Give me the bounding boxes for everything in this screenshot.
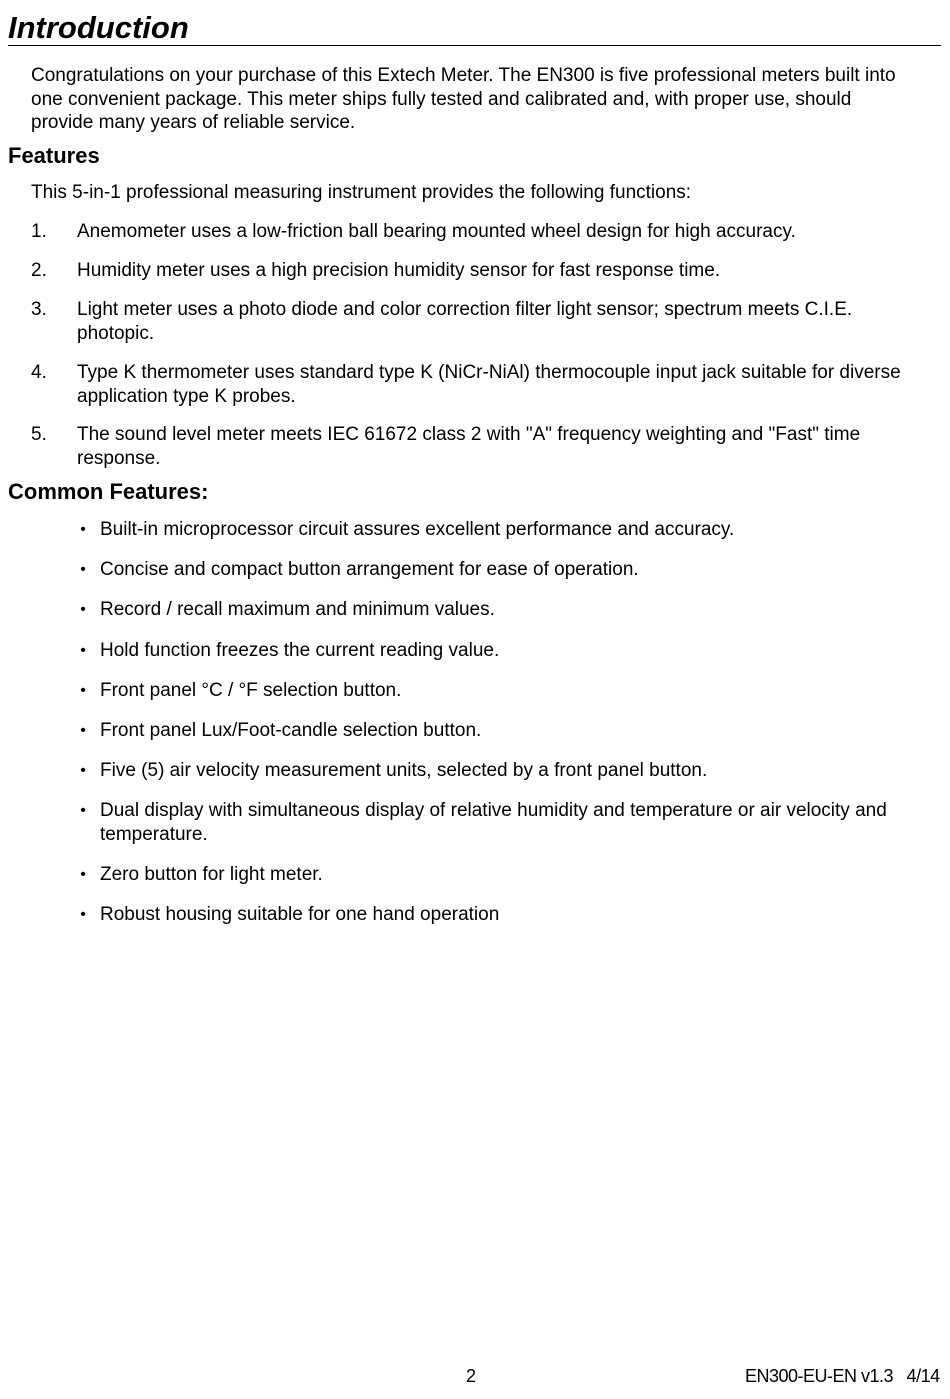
features-lead: This 5-in-1 professional measuring instrument provides the following functions: [31,182,692,203]
feature-item-4 [31,361,911,408]
feature-item-5 [31,423,911,470]
common-feature-item [76,863,916,887]
feature-item-1 [31,220,911,244]
bullet-icon: • [80,601,86,618]
common-feature-text: Robust housing suitable for one hand operation [100,904,500,925]
common-feature-text: Front panel Lux/Foot-candle selection button. [100,720,482,741]
feature-number: 1. [31,221,47,242]
feature-number: 2. [31,260,47,281]
page-title: Introduction [8,10,189,45]
bullet-icon: • [80,521,86,538]
feature-number: 4. [31,362,47,383]
common-feature-text: Built-in microprocessor circuit assures excellent performance and accuracy. [100,519,735,540]
bullet-icon: • [80,802,86,819]
features-heading: Features [8,143,100,168]
feature-text: Anemometer uses a low-friction ball bearing mounted wheel design for high accuracy. [77,221,796,242]
common-feature-text: Zero button for light meter. [100,864,323,885]
title-rule [8,45,941,46]
common-feature-text: Hold function freezes the current reading value. [100,640,500,661]
common-feature-item [76,639,916,663]
common-feature-item [76,558,916,582]
bullet-icon: • [80,866,86,883]
common-feature-text: Front panel °C / °F selection button. [100,680,402,701]
bullet-icon: • [80,906,86,923]
bullet-icon: • [80,722,86,739]
common-feature-item [76,719,916,743]
feature-text: Humidity meter uses a high precision humidity sensor for fast response time. [77,260,721,281]
common-feature-text: Dual display with simultaneous display of relative humidity and temperature or air velocity and temperature. [100,800,887,845]
bullet-icon: • [80,561,86,578]
common-feature-item [76,759,916,783]
intro-paragraph: Congratulations on your purchase of this Extech Meter. The EN300 is five professional meters built into one convenient package. This meter ships fully tested and calibrated and, with proper use, should provide many years of reliable service. [31,65,896,133]
document-code: EN300-EU-EN v1.3 4/14 [745,1366,940,1386]
common-feature-text: Five (5) air velocity measurement units, selected by a front panel button. [100,760,708,781]
common-features-heading: Common Features: [8,479,209,504]
feature-text: The sound level meter meets IEC 61672 class 2 with "A" frequency weighting and "Fast" time response. [77,424,861,469]
feature-number: 3. [31,299,47,320]
common-feature-item [76,518,916,542]
feature-text: Light meter uses a photo diode and color correction filter light sensor; spectrum meets C.I.E. photopic. [77,299,853,344]
bullet-icon: • [80,762,86,779]
feature-text: Type K thermometer uses standard type K (NiCr-NiAl) thermocouple input jack suitable for diverse application type K probes. [77,362,901,407]
feature-number: 5. [31,424,47,445]
common-feature-text: Record / recall maximum and minimum values. [100,599,495,620]
common-feature-item [76,598,916,622]
bullet-icon: • [80,682,86,699]
bullet-icon: • [80,642,86,659]
feature-item-2 [31,259,911,283]
common-feature-item [76,903,916,927]
page-number: 2 [466,1366,477,1386]
common-feature-item [76,799,916,846]
common-feature-item [76,679,916,703]
common-feature-text: Concise and compact button arrangement for ease of operation. [100,559,639,580]
feature-item-3 [31,298,911,345]
